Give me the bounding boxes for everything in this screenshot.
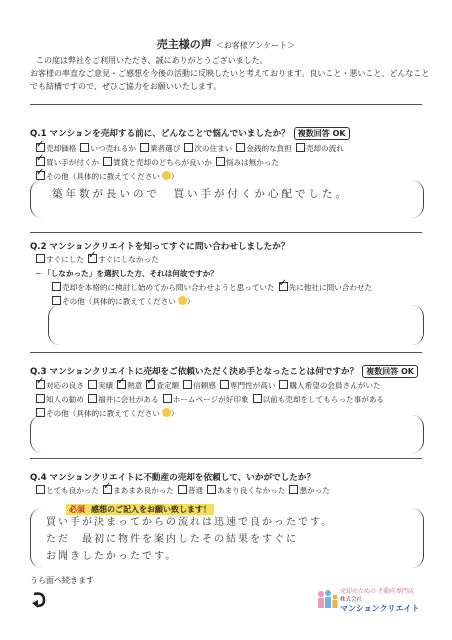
checkbox-icon[interactable] [279,380,288,389]
option-checkbox[interactable] [183,380,216,391]
option-checkbox[interactable] [178,485,203,496]
q1-other[interactable]: ✓その他（具体的に教えてください ） [36,171,179,182]
checkbox-icon[interactable] [184,143,193,152]
checked-box-icon[interactable] [36,157,45,166]
option-label: 専門性が高い [229,381,276,390]
checked-box-icon[interactable] [146,380,155,389]
option-checkbox[interactable] [88,380,113,391]
q2-other[interactable]: その他（具体的に教えてください ） [52,296,195,307]
hand-icon [178,296,187,305]
hand-icon [162,171,171,180]
option-checkbox[interactable] [140,143,180,154]
option-checkbox[interactable] [207,485,285,496]
divider [30,352,422,353]
q2-sub-options [52,282,376,293]
option-label: 知人の勧め [46,395,84,404]
option-checkbox[interactable] [146,380,179,391]
option-checkbox[interactable] [279,282,373,293]
q3-other[interactable]: その他（具体的に教えてください ） [36,408,179,419]
checked-box-icon[interactable] [88,254,97,263]
q4-required-banner: 必須 感想のご記入をお願い致します！ [66,497,214,516]
q2-label: Q.2 マンションクリエイトを知ってすぐに問い合わせしましたか？ [30,242,290,252]
q3-answer-box[interactable] [30,415,424,453]
turn-page-arrow-icon [30,589,48,609]
q2-sublabel: ─ 「しなかった」を選択した方、それは何故ですか？ [36,269,218,278]
checked-box-icon[interactable] [279,282,288,291]
divider [30,104,422,105]
checkbox-icon[interactable] [296,143,305,152]
option-checkbox[interactable] [236,143,292,154]
checked-box-icon[interactable] [36,143,45,152]
option-label: 普通 [187,486,204,495]
option-checkbox[interactable] [253,394,385,405]
option-checkbox[interactable] [103,157,212,168]
q1-answer: 築年数が長いので 買い手が付くか心配でした。 [52,188,349,200]
checkbox-icon[interactable] [140,143,149,152]
option-label: 以前も売却をしてもらった事がある [262,395,385,404]
option-checkbox[interactable] [103,485,174,496]
option-checkbox[interactable] [163,394,249,405]
option-label: 次の住まい [194,144,233,153]
option-checkbox[interactable] [88,254,159,265]
continue-note: うら面へ続きます [30,575,94,611]
option-checkbox[interactable] [36,394,84,405]
option-label: 査定額 [156,381,180,390]
option-checkbox[interactable] [184,143,232,154]
checked-box-icon[interactable] [103,485,112,494]
checkbox-icon[interactable] [236,143,245,152]
divider [30,458,422,459]
checkbox-icon[interactable] [80,143,89,152]
option-label: 対応の良さ [46,381,84,390]
checkbox-icon[interactable] [163,394,172,403]
option-label: ホームページが好印象 [172,395,249,404]
checkbox-icon[interactable] [220,380,229,389]
option-label: 売却を本格的に検討し始めてから問い合わせようと思っていた [62,283,275,292]
option-checkbox[interactable] [80,143,136,154]
q1-label: Q.1 マンションを売却する前に、どんなことで悩んでいましたか？ 複数回答 OK [30,127,350,140]
option-checkbox[interactable] [52,282,275,293]
q4-options [36,485,334,496]
checkbox-icon[interactable] [183,380,192,389]
option-label: 業者選び [149,144,181,153]
option-label: 先に他社に問い合わせた [288,283,373,292]
option-label: すぐにした [46,255,84,264]
checkbox-icon[interactable] [207,485,216,494]
option-label: 悩みは無かった [225,158,280,167]
checkbox-icon[interactable] [178,485,187,494]
option-label: 実績 [97,381,114,390]
family-icon [316,588,338,610]
option-label: すぐにしなかった [97,255,159,264]
checkbox-icon[interactable] [52,282,61,291]
checkbox-icon[interactable] [36,485,45,494]
q3-options-row2 [36,394,388,405]
option-label: 賃貸と売却のどちらが良いか [113,158,212,167]
option-label: 売却の流れ [305,144,344,153]
required-tag: 必須 [69,505,85,514]
option-label: 悪かった [299,486,330,495]
q1-options-row1 [36,143,348,154]
option-checkbox[interactable] [36,254,84,265]
checkbox-icon[interactable] [36,394,45,403]
q2-answer-box[interactable] [48,305,424,345]
option-label: 購入希望の会員さんがいた [289,381,381,390]
option-label: 売却価格 [46,144,77,153]
q3-options-row1 [36,380,385,391]
option-label: まあまあ良かった [113,486,174,495]
option-label: 熱意 [127,381,143,390]
q1-options-row2 [36,157,283,168]
page-title: 売主様の声 ＜お客様アンケート＞ [156,38,296,51]
option-label: とても良かった [46,486,100,495]
option-checkbox[interactable] [36,485,99,496]
option-checkbox[interactable] [36,157,99,168]
option-checkbox[interactable] [88,394,159,405]
option-label: 買い手が付くか [46,158,100,167]
option-checkbox[interactable] [296,143,344,154]
checkbox-icon[interactable] [253,394,262,403]
checkbox-icon[interactable] [103,157,112,166]
q4-answer: 買い手が決まってからの流れは迅速で良かったです。 ただ 最初に物件を案内したその結果をすぐに お聞きしたかったです。 [46,517,334,562]
option-label: 福井に会社がある [97,395,159,404]
option-checkbox[interactable] [289,485,329,496]
option-label: 金銭的な負担 [246,144,292,153]
checkbox-icon[interactable] [88,380,97,389]
option-checkbox[interactable] [117,380,142,391]
company-logo: 売却のための 不動産専門店 株式会社 マンションクリエイト [340,586,419,614]
checked-box-icon[interactable] [117,380,126,389]
option-label: 信頼感 [193,381,216,390]
option-label: あまり良くなかった [217,486,286,495]
checkbox-icon[interactable] [36,254,45,263]
q2-options [36,254,163,265]
option-checkbox[interactable] [279,380,380,391]
checked-box-icon[interactable] [36,380,45,389]
divider [30,232,422,233]
option-checkbox[interactable] [216,157,279,168]
checkbox-icon[interactable] [88,394,97,403]
checkbox-icon[interactable] [289,485,298,494]
q3-label: Q.3 マンションクリエイトに売却をご依頼いただく決め手となったことは何ですか？ 複数回答 OK [30,365,418,378]
checkbox-icon[interactable] [216,157,225,166]
q4-label: Q.4 マンションクリエイトに不動産の売却を依頼して、いかがでしたか？ [30,473,316,483]
option-checkbox[interactable] [36,380,84,391]
intro-text: この度は弊社をご利用いただき、誠にありがとうございました。 お客様の率直なご意見・ご感想を今後の活動に反映したいと考えております。良いこと・悪いこと、どんなことでも結構ですので、ぜひご協力をお願いいたします。 [30,56,430,91]
option-checkbox[interactable] [220,380,276,391]
option-label: いつ売れるか [90,144,136,153]
